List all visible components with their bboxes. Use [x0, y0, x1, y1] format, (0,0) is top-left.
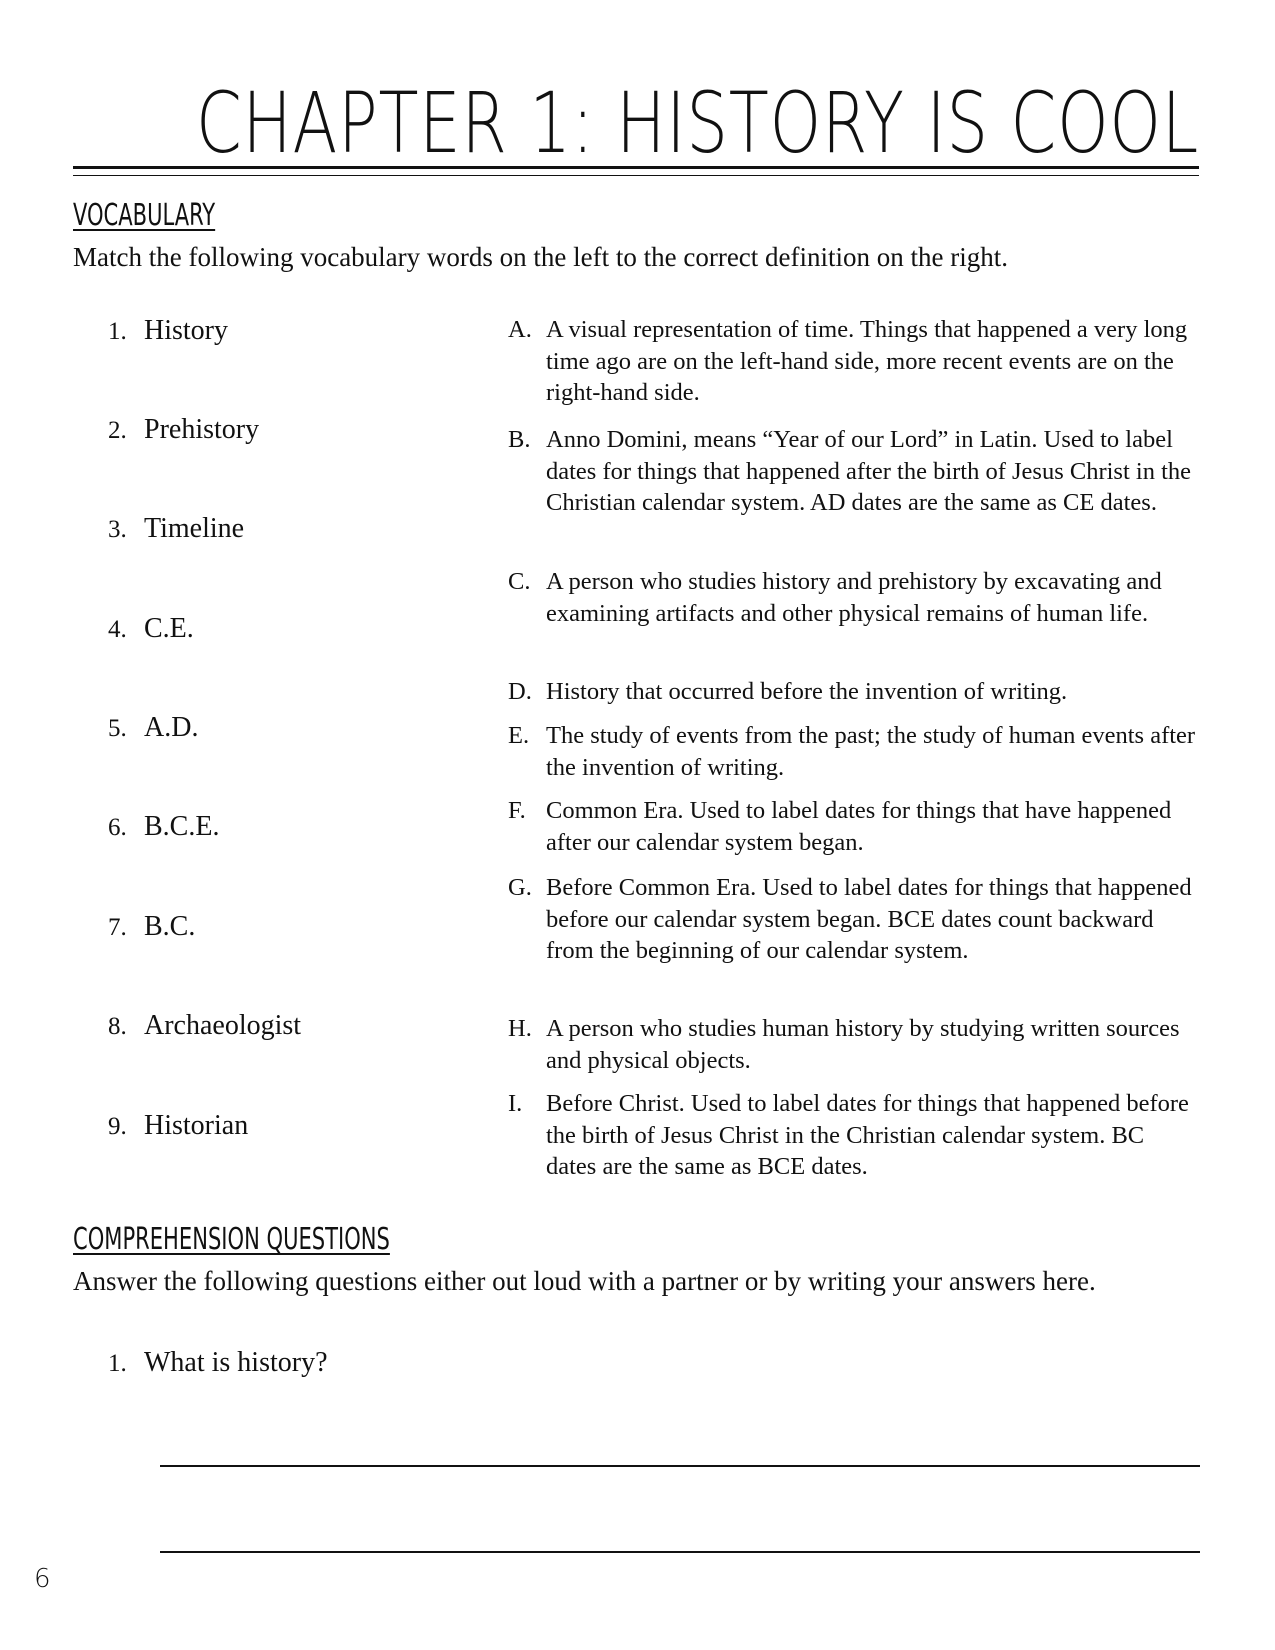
title-double-rule — [73, 166, 1199, 176]
definition-item — [508, 566, 1198, 629]
page-number: 6 — [34, 1564, 51, 1594]
answer-line[interactable] — [160, 1551, 1200, 1553]
definition-item — [508, 676, 1198, 708]
question-number: 1. — [108, 1350, 127, 1377]
definition-text: A visual representation of time. Things that happened a very long time ago are on the left-hand side, more recent events are on the right-hand side. — [546, 316, 1188, 406]
vocab-term: B.C. — [144, 911, 196, 942]
definition-letter: G. — [508, 874, 532, 901]
vocab-term-number: 3. — [108, 516, 127, 543]
definition-letter: F. — [508, 797, 526, 824]
answer-line[interactable] — [160, 1465, 1200, 1467]
vocab-term-item — [108, 512, 244, 547]
comprehension-heading: COMPREHENSION QUESTIONS — [73, 1222, 390, 1257]
definition-text: Anno Domini, means “Year of our Lord” in Latin. Used to label dates for things that happened after the birth of Jesus Christ in the Christian calendar system. AD dates are the same as CE dates. — [546, 426, 1192, 516]
definition-item — [508, 314, 1198, 409]
vocabulary-heading: VOCABULARY — [73, 198, 216, 233]
definition-letter: E. — [508, 722, 530, 749]
definition-text: History that occurred before the invention of writing. — [546, 678, 1068, 705]
definition-item — [508, 1013, 1198, 1076]
vocab-term: Archaeologist — [144, 1010, 302, 1041]
vocab-term-item — [108, 711, 198, 746]
vocab-term: B.C.E. — [144, 811, 220, 842]
vocab-term-item — [108, 810, 219, 845]
vocab-term: Historian — [144, 1110, 249, 1141]
vocab-term: History — [144, 315, 228, 346]
vocab-term-number: 6. — [108, 814, 127, 841]
definition-text: Before Common Era. Used to label dates for things that happened before our calendar system began. BCE dates count backward from the beginning of our calendar system. — [546, 874, 1192, 964]
definition-item — [508, 1088, 1198, 1183]
vocab-term-item — [108, 612, 194, 647]
vocab-term-number: 9. — [108, 1113, 127, 1140]
definition-text: The study of events from the past; the study of human events after the invention of writing. — [546, 722, 1196, 781]
vocab-term: C.E. — [144, 613, 194, 644]
definition-letter: D. — [508, 678, 532, 705]
definition-letter: A. — [508, 316, 532, 343]
definition-text: A person who studies history and prehistory by excavating and examining artifacts and other physical remains of human life. — [546, 568, 1162, 627]
vocab-term-item — [108, 314, 228, 349]
vocab-term-number: 2. — [108, 417, 127, 444]
definition-text: Before Christ. Used to label dates for things that happened before the birth of Jesus Christ in the Christian calendar system. BC dates are the same as BCE dates. — [546, 1090, 1189, 1180]
vocab-term: Timeline — [144, 513, 245, 544]
definition-letter: B. — [508, 426, 531, 453]
definition-item — [508, 720, 1198, 783]
question-text: What is history? — [144, 1347, 328, 1378]
definition-letter: H. — [508, 1015, 532, 1042]
definition-item — [508, 424, 1198, 519]
definition-letter: C. — [508, 568, 531, 595]
vocab-term-item — [108, 413, 259, 448]
definition-text: A person who studies human history by studying written sources and physical objects. — [546, 1015, 1180, 1074]
vocab-term-item — [108, 910, 195, 945]
definition-text: Common Era. Used to label dates for things that have happened after our calendar system began. — [546, 797, 1172, 856]
vocab-term-item — [108, 1109, 248, 1144]
vocab-term-number: 4. — [108, 616, 127, 643]
page-title: CHAPTER 1: HISTORY IS COOL — [195, 74, 1200, 172]
definition-letter: I. — [508, 1090, 523, 1117]
question-item — [108, 1346, 328, 1381]
vocab-term: A.D. — [144, 712, 199, 743]
vocab-term-number: 7. — [108, 914, 127, 941]
definition-item — [508, 872, 1198, 967]
vocab-term-number: 5. — [108, 715, 127, 742]
definition-item — [508, 795, 1198, 858]
comprehension-instructions: Answer the following questions either out loud with a partner or by writing your answers here. — [73, 1266, 1096, 1296]
vocab-term: Prehistory — [144, 414, 260, 445]
vocab-term-number: 1. — [108, 318, 127, 345]
vocab-term-number: 8. — [108, 1013, 127, 1040]
vocab-term-item — [108, 1009, 301, 1044]
vocabulary-instructions: Match the following vocabulary words on the left to the correct definition on the right. — [73, 242, 1008, 272]
